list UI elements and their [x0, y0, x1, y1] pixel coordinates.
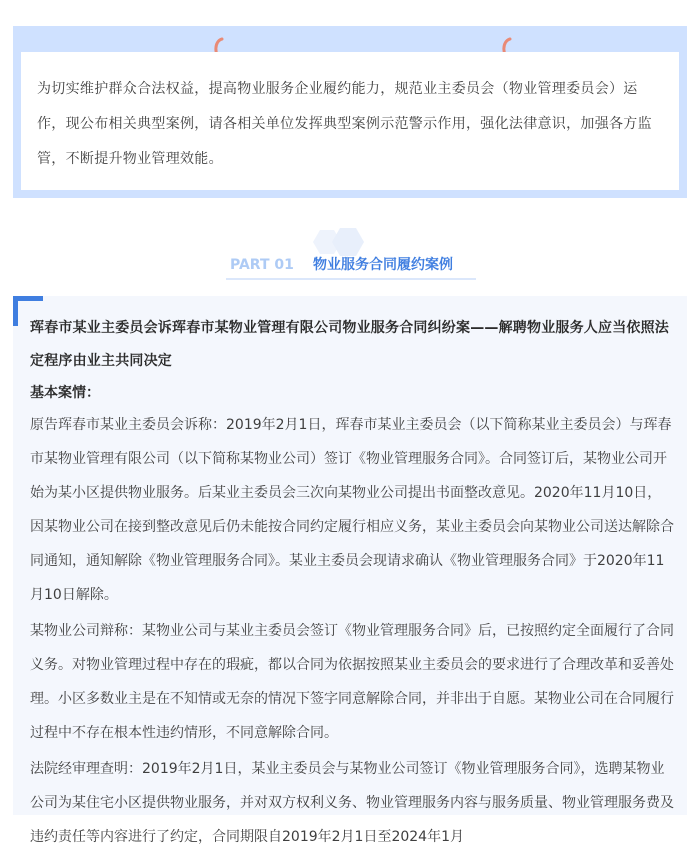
case-content [30, 312, 675, 856]
case-paragraph: 原告珲春市某业主委员会诉称：2019年2月1日，珲春市某业主委员会（以下简称某业主委员会）与珲春市某物业管理有限公司（以下简称某物业公司）签订《物业管理服务合同》。合同签订后，某物业公司开始为某小区提供物业服务。后某业主委员会三次向某物业公司提出书面整改意见。2020年11月10日，因某物业公司在接到整改意见后仍未能按合同约定履行相应义务，某业主委员会向某物业公司送达解除合同通知，通知解除《物业管理服务合同》。某业主委员会现请求确认《物业管理服务合同》于2020年11月10日解除。 [30, 417, 674, 603]
part-underline [226, 278, 476, 280]
part-title-row [230, 254, 453, 274]
case-paragraph: 某物业公司辩称：某物业公司与某业主委员会签订《物业管理服务合同》后，已按照约定全面履行了合同义务。对物业管理过程中存在的瑕疵，都以合同为依据按照某业主委员会的要求进行了合理改革和妥善处理。小区多数业主是在不知情或无奈的情况下签字同意解除合同，并非出于自愿。某物业公司在合同履行过程中不存在根本性违约情形，不同意解除合同。 [30, 623, 674, 741]
part-title: 物业服务合同履约案例 [312, 257, 453, 273]
case-title: 珲春市某业主委员会诉珲春市某物业管理有限公司物业服务合同纠纷案——解聘物业服务人应当依照法定程序由业主共同决定 [30, 320, 669, 369]
intro-text: 为切实维护群众合法权益，提高物业服务企业履约能力，规范业主委员会（物业管理委员会）运作，现公布相关典型案例，请各相关单位发挥典型案例示范警示作用，强化法律意识，加强各方监管，不断提升物业管理效能。 [37, 81, 652, 167]
intro-inner [21, 52, 679, 190]
intro-card [13, 26, 687, 198]
basic-facts-heading: 基本案情： [30, 385, 100, 401]
part-label: PART 01 [230, 257, 294, 273]
part-header [226, 226, 476, 282]
case-card [13, 296, 687, 845]
case-paragraph: 法院经审理查明：2019年2月1日，某业主委员会与某物业公司签订《物业管理服务合同》，选聘某物业公司为某住宅小区提供物业服务，并对双方权利义务、物业管理服务内容与服务质量、物业管理服务费及违约责任等内容进行了约定，合同期限自2019年2月1日至2024年1月 [30, 761, 674, 845]
